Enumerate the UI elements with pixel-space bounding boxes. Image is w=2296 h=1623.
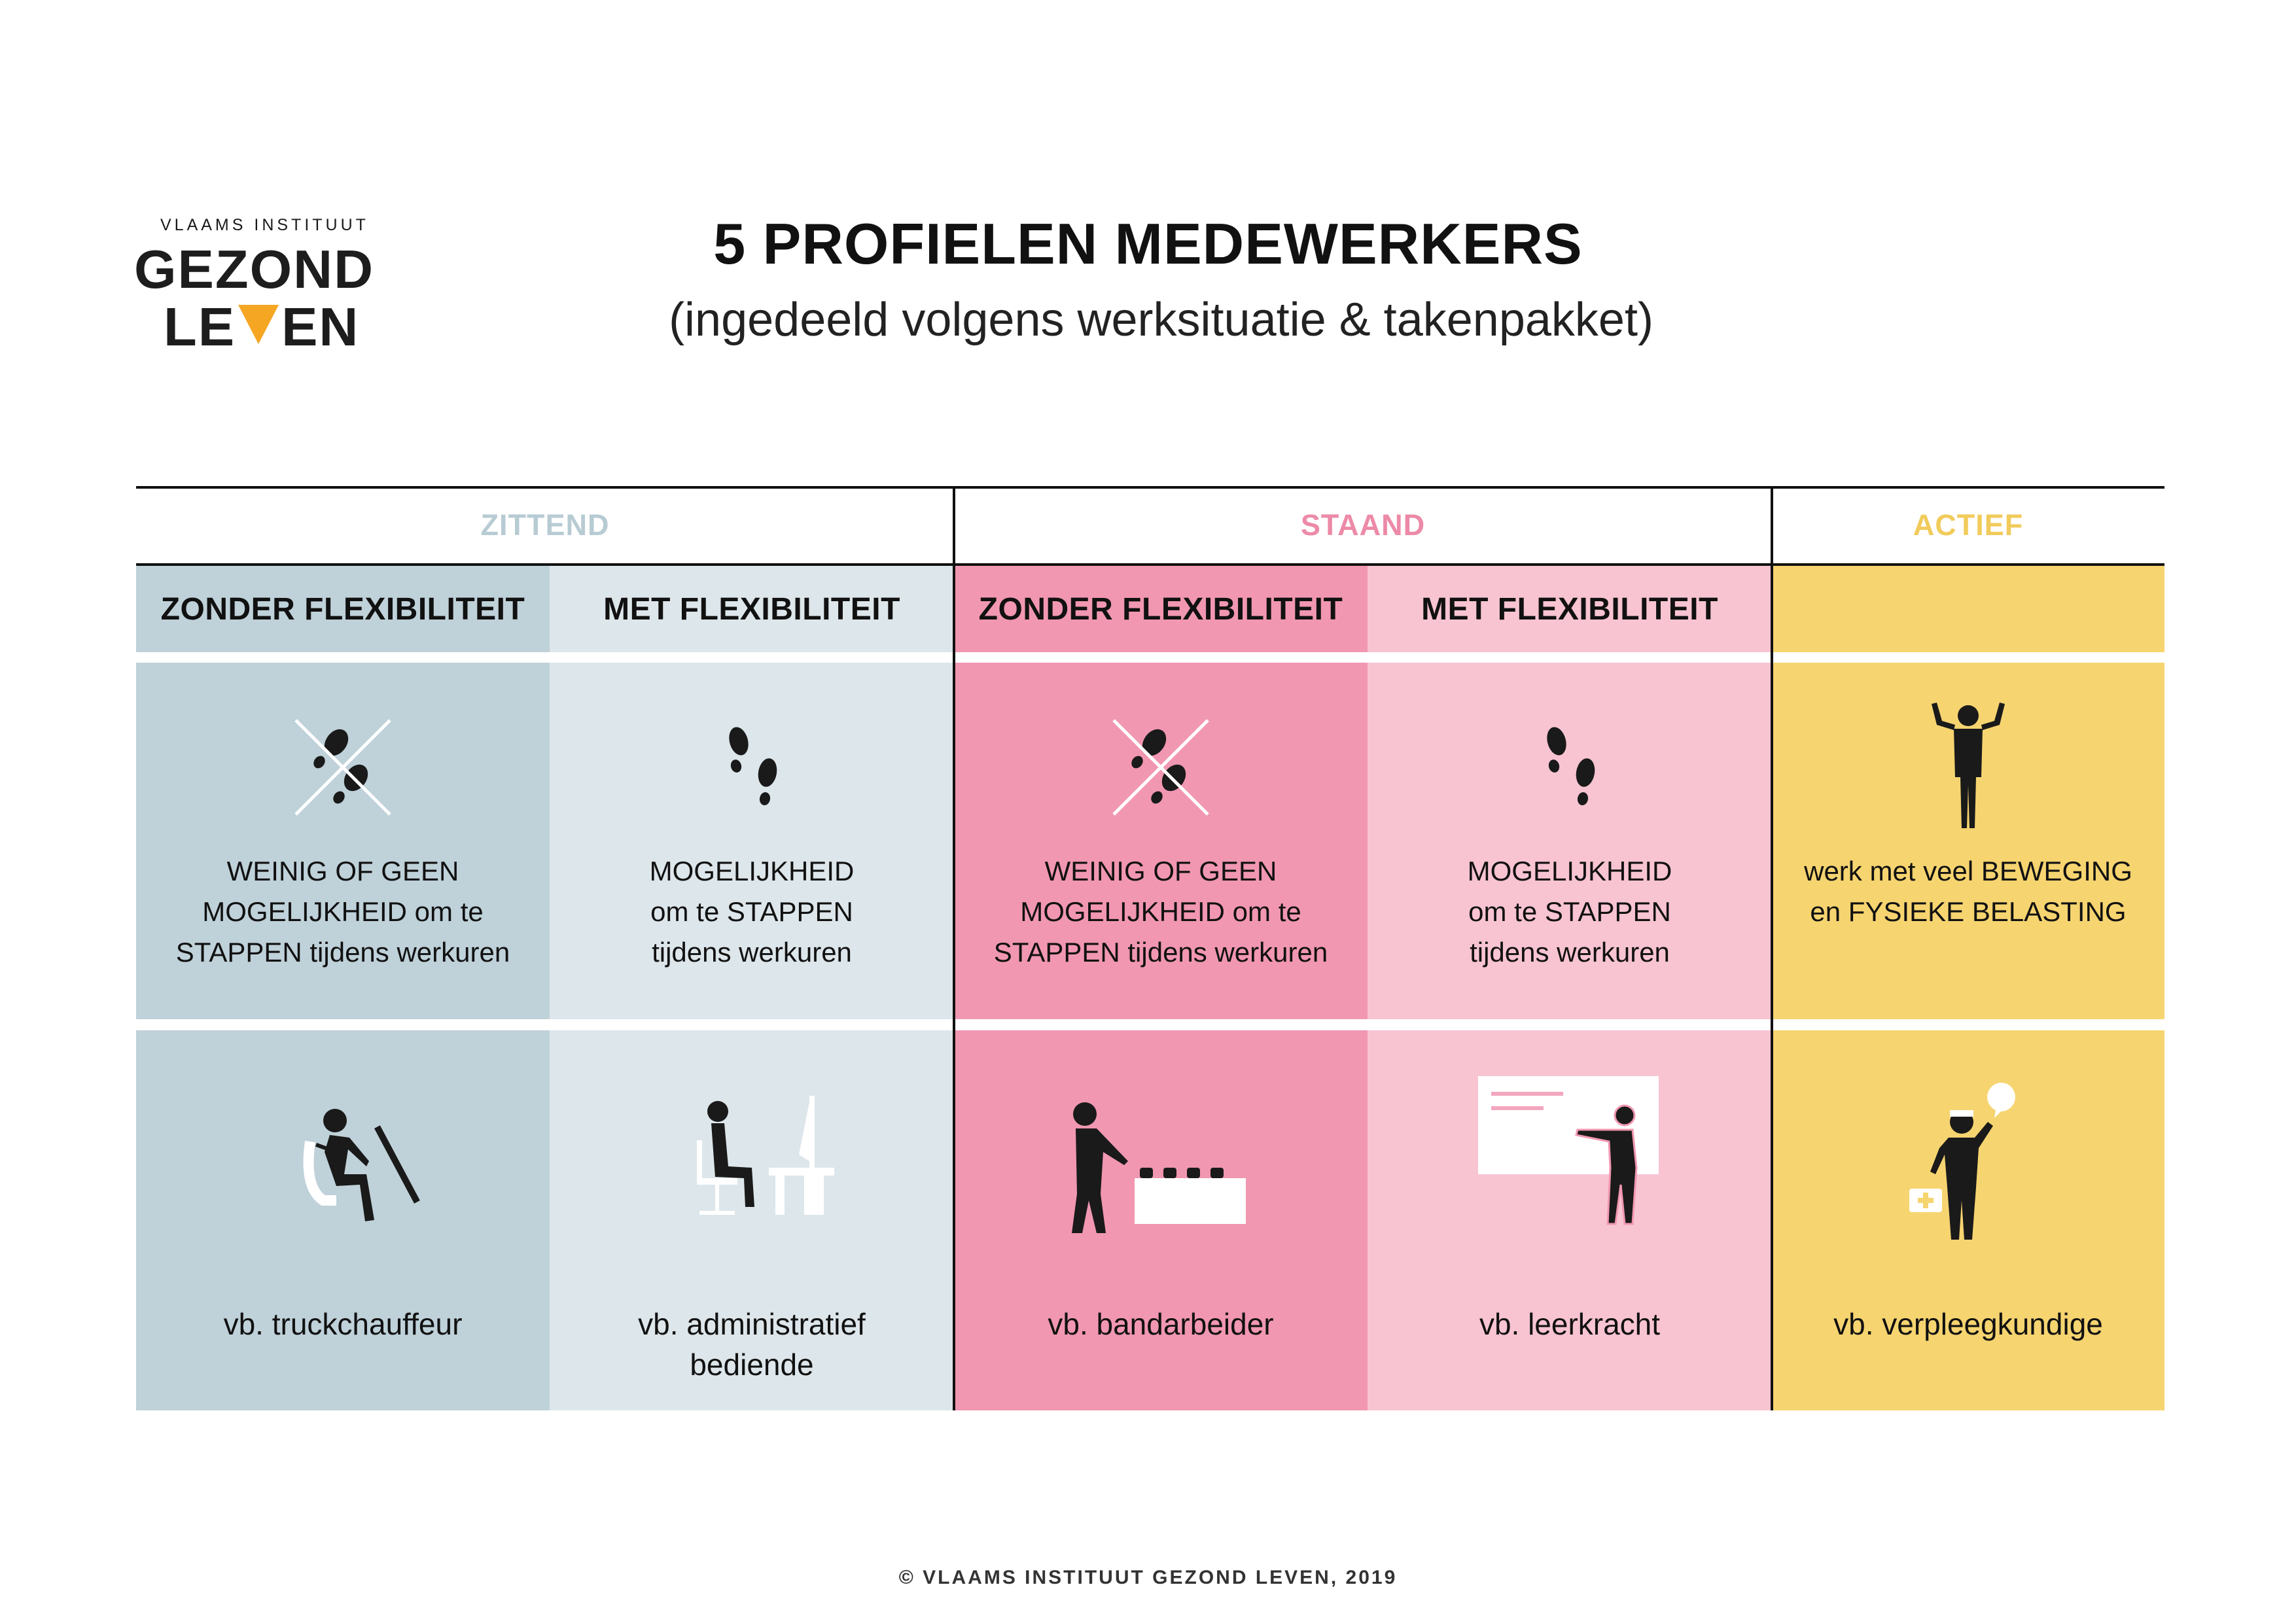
example-line: vb. administratief bbox=[638, 1307, 866, 1341]
active-person-icon bbox=[1922, 699, 2014, 829]
page-title: 5 PROFIELEN MEDEWERKERS bbox=[713, 211, 1583, 276]
assembly-line-worker-icon bbox=[1063, 1102, 1259, 1246]
desc-text bbox=[1368, 851, 1772, 973]
group-actief: ACTIEF bbox=[1913, 508, 2024, 542]
header-zittend-zonder: ZONDER FLEXIBILITEIT bbox=[136, 566, 550, 652]
desc-text bbox=[954, 851, 1368, 973]
teacher-icon bbox=[1472, 1070, 1668, 1233]
copyright-footer: © VLAAMS INSTITUUT GEZOND LEVEN, 2019 bbox=[898, 1567, 1398, 1588]
logo-top-line: VLAAMS INSTITUUT bbox=[160, 216, 369, 234]
crossed-footsteps-icon bbox=[291, 715, 395, 820]
footsteps-icon bbox=[1517, 715, 1622, 820]
example-line: vb. bandarbeider bbox=[1048, 1307, 1274, 1341]
header-staand-met: MET FLEXIBILITEIT bbox=[1368, 566, 1772, 652]
example-text bbox=[1772, 1304, 2164, 1344]
header-actief bbox=[1772, 566, 2164, 652]
group-staand: STAAND bbox=[1300, 508, 1426, 542]
office-worker-icon bbox=[647, 1089, 857, 1246]
desc-line: tijdens werkuren bbox=[1470, 937, 1670, 968]
profile-actief-desc bbox=[1772, 663, 2164, 1019]
group-zittend: ZITTEND bbox=[480, 508, 610, 542]
truck-driver-icon bbox=[238, 1089, 448, 1246]
profile-staand-zonder-desc bbox=[954, 663, 1368, 1019]
example-line: vb. leerkracht bbox=[1479, 1307, 1661, 1341]
example-text bbox=[136, 1304, 550, 1344]
footsteps-icon bbox=[699, 715, 804, 820]
example-line: vb. verpleegkundige bbox=[1833, 1307, 2103, 1341]
header-staand-zonder: ZONDER FLEXIBILITEIT bbox=[954, 566, 1368, 652]
desc-text bbox=[550, 851, 954, 973]
logo-line-2-end: EN bbox=[281, 296, 360, 357]
profile-zittend-zonder-desc bbox=[136, 663, 550, 1019]
example-leerkracht bbox=[1368, 1030, 1772, 1410]
example-bandarbeider bbox=[954, 1030, 1368, 1410]
desc-line: om te STAPPEN bbox=[650, 896, 853, 927]
example-administratief-bediende bbox=[550, 1030, 954, 1410]
desc-text bbox=[136, 851, 550, 973]
desc-line: MOGELIJKHEID bbox=[649, 856, 855, 886]
example-text bbox=[1368, 1304, 1772, 1344]
example-line: vb. truckchauffeur bbox=[223, 1307, 463, 1341]
example-verpleegkundige bbox=[1772, 1030, 2164, 1410]
group-divider-1 bbox=[953, 486, 955, 1410]
desc-line: werk met veel BEWEGING bbox=[1804, 856, 2132, 886]
desc-text bbox=[1772, 851, 2164, 932]
table-top-rule bbox=[136, 486, 2164, 489]
desc-line: WEINIG OF GEEN bbox=[1044, 856, 1277, 886]
desc-line: WEINIG OF GEEN bbox=[226, 856, 459, 886]
profiles-table bbox=[136, 486, 2164, 1410]
desc-line: en FYSIEKE BELASTING bbox=[1810, 896, 2127, 927]
desc-line: STAPPEN tijdens werkuren bbox=[175, 937, 510, 968]
desc-line: tijdens werkuren bbox=[652, 937, 852, 968]
group-divider-2 bbox=[1771, 486, 1773, 1410]
desc-line: MOGELIJKHEID bbox=[1467, 856, 1672, 886]
profile-staand-met-desc bbox=[1368, 663, 1772, 1019]
example-line: bediende bbox=[690, 1348, 814, 1382]
page-subtitle: (ingedeeld volgens werksituatie & takenpakket) bbox=[669, 294, 1653, 346]
example-text bbox=[550, 1304, 954, 1385]
desc-line: om te STAPPEN bbox=[1468, 896, 1671, 927]
logo-line-1: GEZOND bbox=[134, 239, 375, 300]
example-truckchauffeur bbox=[136, 1030, 550, 1410]
logo-line-2-start: LE bbox=[164, 296, 236, 357]
desc-line: MOGELIJKHEID om te bbox=[202, 896, 484, 927]
nurse-icon bbox=[1903, 1076, 2034, 1246]
example-text bbox=[954, 1304, 1368, 1344]
desc-line: MOGELIJKHEID om te bbox=[1020, 896, 1301, 927]
header-zittend-met: MET FLEXIBILITEIT bbox=[550, 566, 954, 652]
crossed-footsteps-icon bbox=[1108, 715, 1213, 820]
desc-line: STAPPEN tijdens werkuren bbox=[993, 937, 1328, 968]
profile-zittend-met-desc bbox=[550, 663, 954, 1019]
